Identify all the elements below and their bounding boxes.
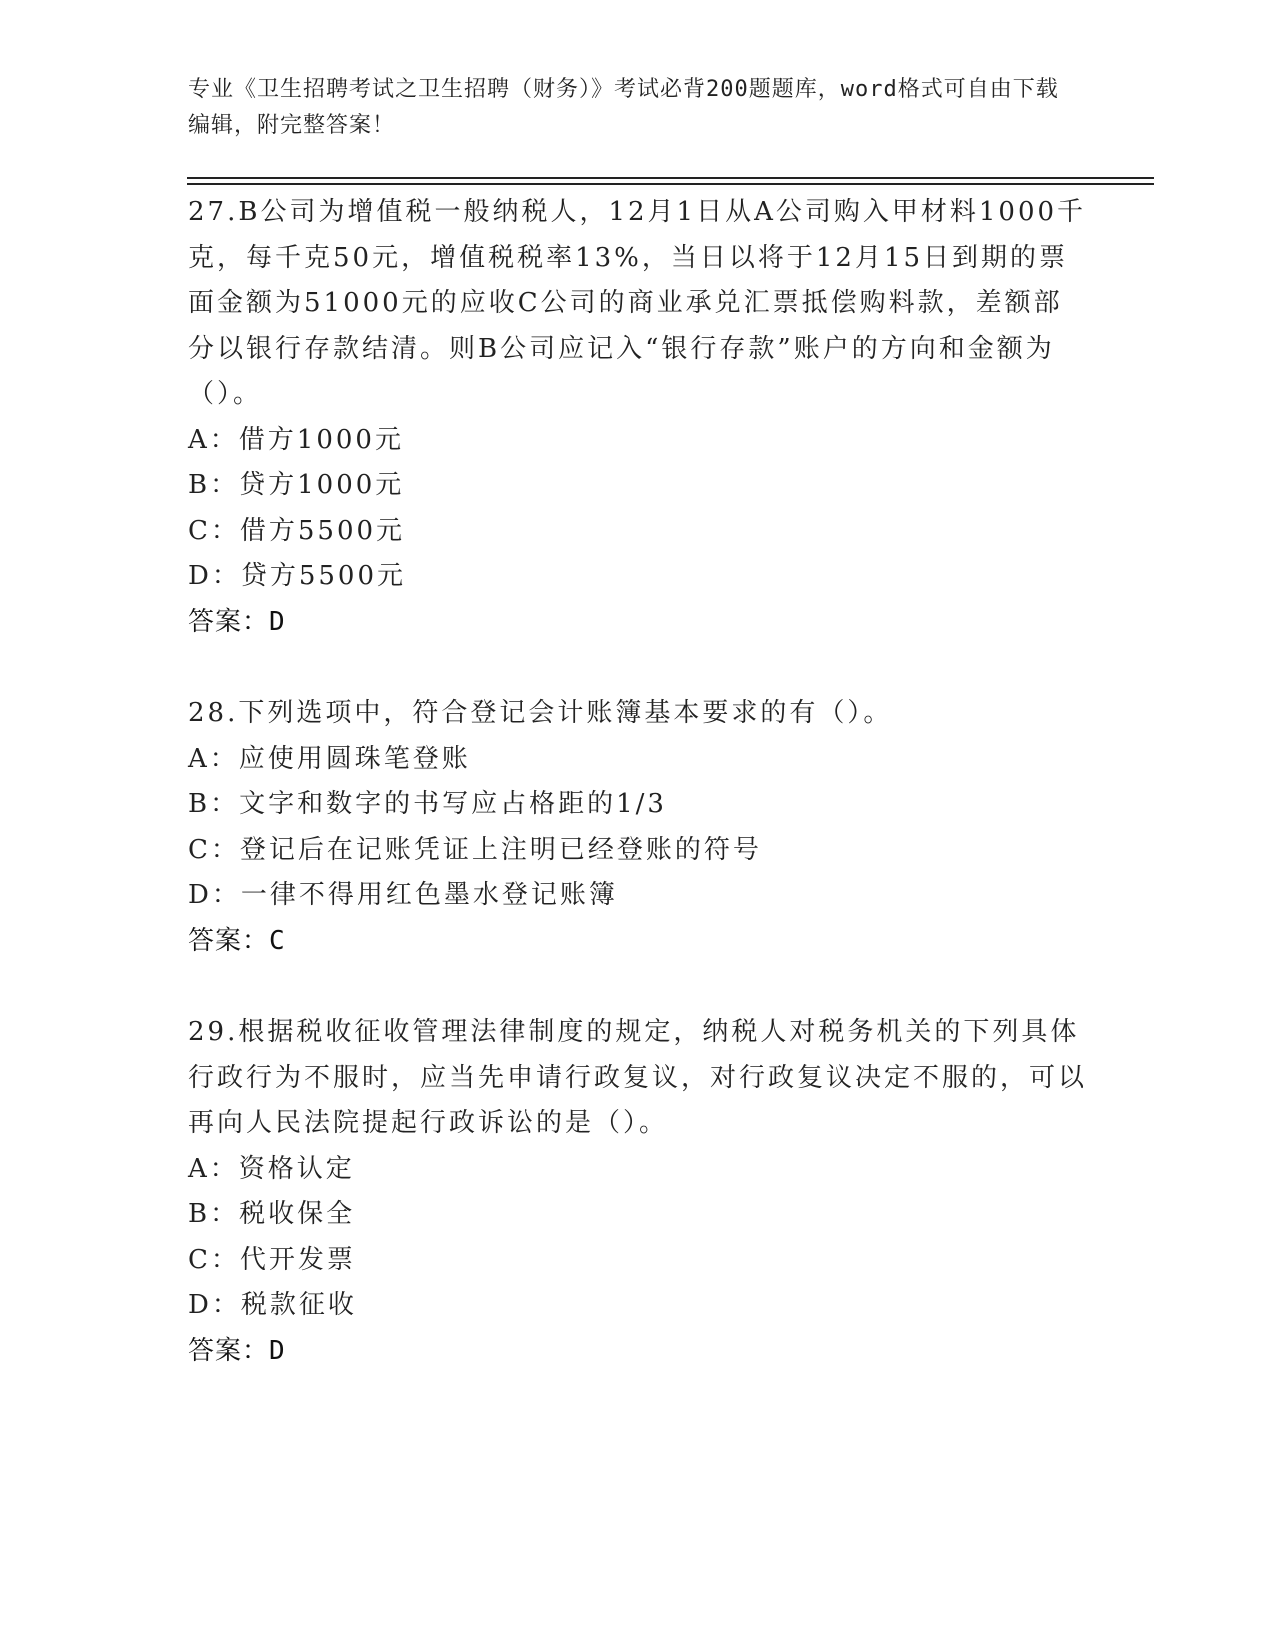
header-divider-bottom [187,183,1154,185]
option-d: D：贷方5500元 [188,561,407,591]
option-c: C：借方5500元 [188,515,406,546]
header-divider-top [187,177,1154,179]
question-list [188,190,1088,1420]
option-a: A：应使用圆珠笔登账 [188,743,471,774]
question-item-28 [188,691,1088,964]
question-item-27 [188,190,1088,645]
option-a: A：借方1000元 [188,424,404,455]
document-header: 专业《卫生招聘考试之卫生招聘（财务）》考试必背200题题库，word格式可自由下载编辑，附完整答案！ [188,77,1059,138]
option-c: C：登记后在记账凭证上注明已经登账的符号 [188,834,762,865]
option-b: B：税收保全 [188,1199,356,1229]
option-c: C：代开发票 [188,1244,356,1275]
option-b: B：文字和数字的书写应占格距的1/3 [188,789,667,819]
option-d: D：一律不得用红色墨水登记账簿 [188,880,618,910]
option-a: A：资格认定 [188,1153,355,1184]
answer-label: 答案：D [188,1335,286,1366]
question-item-29 [188,1010,1088,1374]
answer-label: 答案：C [188,925,286,956]
option-d: D：税款征收 [188,1290,357,1320]
question-text: 27.B公司为增值税一般纳税人，12月1日从A公司购入甲材料1000千克，每千克50元，增值税税率13%，当日以将于12月15日到期的票面金额为51000元的应收C公司的商业承兑汇票抵偿购料款，差额部分以银行存款结清。则B公司应记入“银行存款”账户的方向和金额为（）。 [188,197,1087,409]
answer-label: 答案：D [188,606,286,637]
question-text: 29.根据税收征收管理法律制度的规定，纳税人对税务机关的下列具体行政行为不服时，应当先申请行政复议，对行政复议决定不服的，可以再向人民法院提起行政诉讼的是（）。 [188,1017,1088,1138]
question-text: 28.下列选项中，符合登记会计账簿基本要求的有（）。 [188,698,893,728]
option-b: B：贷方1000元 [188,470,405,500]
